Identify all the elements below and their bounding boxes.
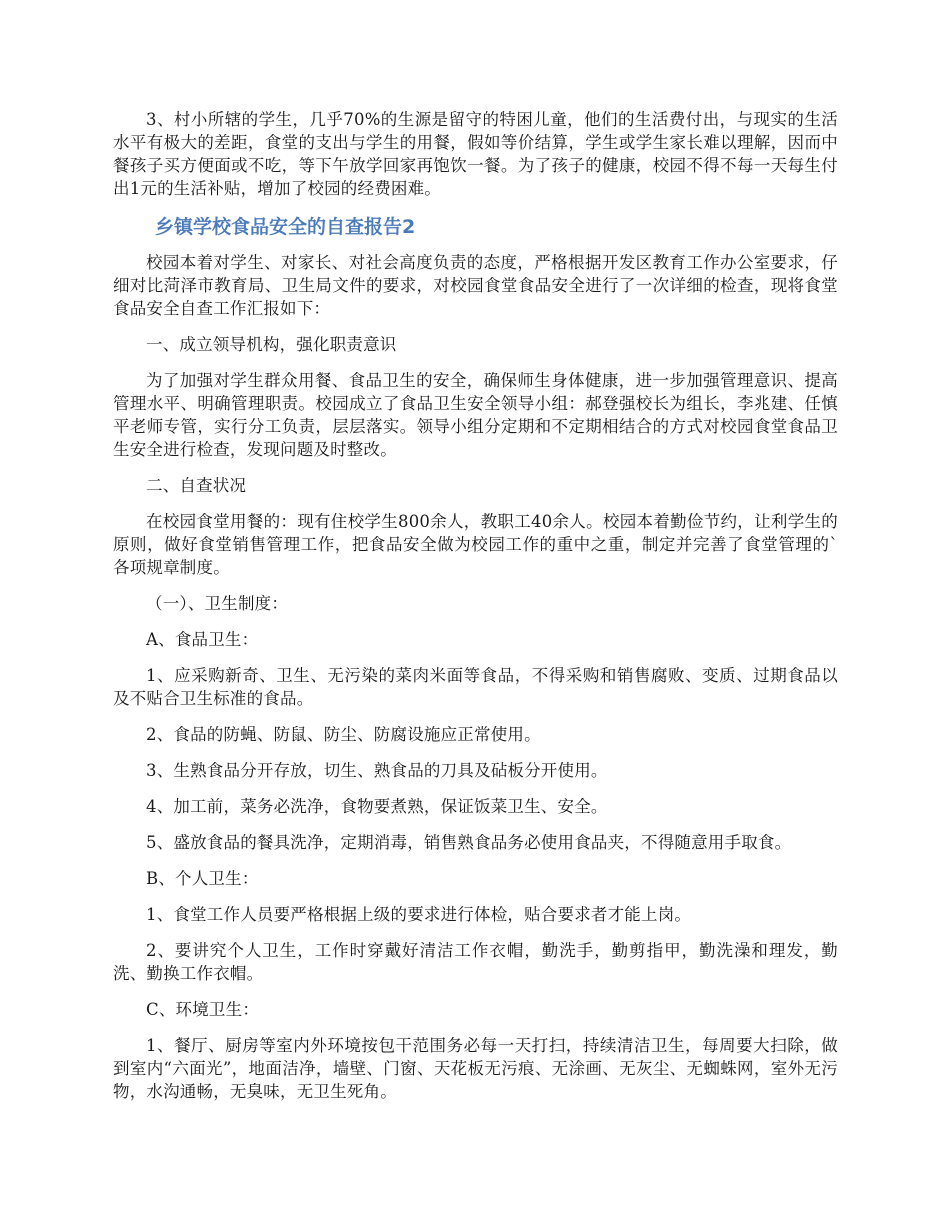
body-paragraph: 在校园食堂用餐的：现有住校学生800余人，教职工40余人。校园本着勤俭节约，让利学生的原则，做好食堂销售管理工作，把食品安全做为校园工作的重中之重，制定并完善了食堂管理的`各项规章制度。 bbox=[113, 512, 838, 577]
list-item: 1、食堂工作人员要严格根据上级的要求进行体检，贴合要求者才能上岗。 bbox=[146, 905, 692, 924]
body-paragraph: 校园本着对学生、对家长、对社会高度负责的态度，严格根据开发区教育工作办公室要求，仔细对比菏泽市教育局、卫生局文件的要求，对校园食堂食品安全进行了一次详细的检查，现将食堂食品安全自查工作汇报如下： bbox=[113, 253, 838, 318]
list-item: 5、盛放食品的餐具洗净，定期消毒，销售熟食品务必使用食品夹，不得随意用手取食。 bbox=[146, 833, 792, 852]
body-paragraph: 为了加强对学生群众用餐、食品卫生的安全，确保师生身体健康，进一步加强管理意识、提高管理水平、明确管理职责。校园成立了食品卫生安全领导小组：郝登强校长为组长，李兆建、任慎平老师专管，实行分工负责，层层落实。领导小组分定期和不定期相结合的方式对校园食堂食品卫生安全进行检查，发现问题及时整改。 bbox=[113, 371, 838, 459]
list-item: 1、应采购新奇、卫生、无污染的菜肉米面等食品，不得采购和销售腐败、变质、过期食品以及不贴合卫生标准的食品。 bbox=[113, 666, 838, 708]
section-heading-self-check: 二、自查状况 bbox=[146, 476, 247, 495]
list-item: 3、生熟食品分开存放，切生、熟食品的刀具及砧板分开使用。 bbox=[146, 761, 608, 780]
document-page bbox=[113, 108, 838, 1116]
subsection-heading-environment-hygiene: C、环境卫生： bbox=[146, 1000, 260, 1019]
list-item: 1、餐厅、厨房等室内外环境按包干范围务必每一天打扫，持续清洁卫生，每周要大扫除，做到室内“六面光”，地面洁净，墙壁、门窗、天花板无污痕、无涂画、无灰尘、无蜘蛛网，室外无污物，水沟通畅，无臭味，无卫生死角。 bbox=[113, 1036, 838, 1101]
section-heading-leadership: 一、成立领导机构，强化职责意识 bbox=[146, 335, 397, 354]
section-title: 乡镇学校食品安全的自查报告2 bbox=[155, 216, 416, 238]
intro-paragraph: 3、村小所辖的学生，几乎70%的生源是留守的特困儿童，他们的生活费付出，与现实的生活水平有极大的差距，食堂的支出与学生的用餐，假如等价结算，学生或学生家长难以理解，因而中餐孩子买方便面或不吃，等下午放学回家再饱饮一餐。为了孩子的健康，校园不得不每一天每生付出1元的生活补贴，增加了校园的经费困难。 bbox=[113, 110, 838, 198]
list-item: 2、要讲究个人卫生，工作时穿戴好清洁工作衣帽，勤洗手，勤剪指甲，勤洗澡和理发，勤洗、勤换工作衣帽。 bbox=[113, 941, 838, 983]
list-item: 4、加工前，菜务必洗净，食物要煮熟，保证饭菜卫生、安全。 bbox=[146, 797, 608, 816]
subsection-heading-food-hygiene: A、食品卫生： bbox=[146, 630, 259, 649]
subsection-heading-personal-hygiene: B、个人卫生： bbox=[146, 869, 259, 888]
subsection-heading-hygiene-rules: （一）、卫生制度： bbox=[146, 594, 289, 613]
list-item: 2、食品的防蝇、防鼠、防尘、防腐设施应正常使用。 bbox=[146, 725, 541, 744]
